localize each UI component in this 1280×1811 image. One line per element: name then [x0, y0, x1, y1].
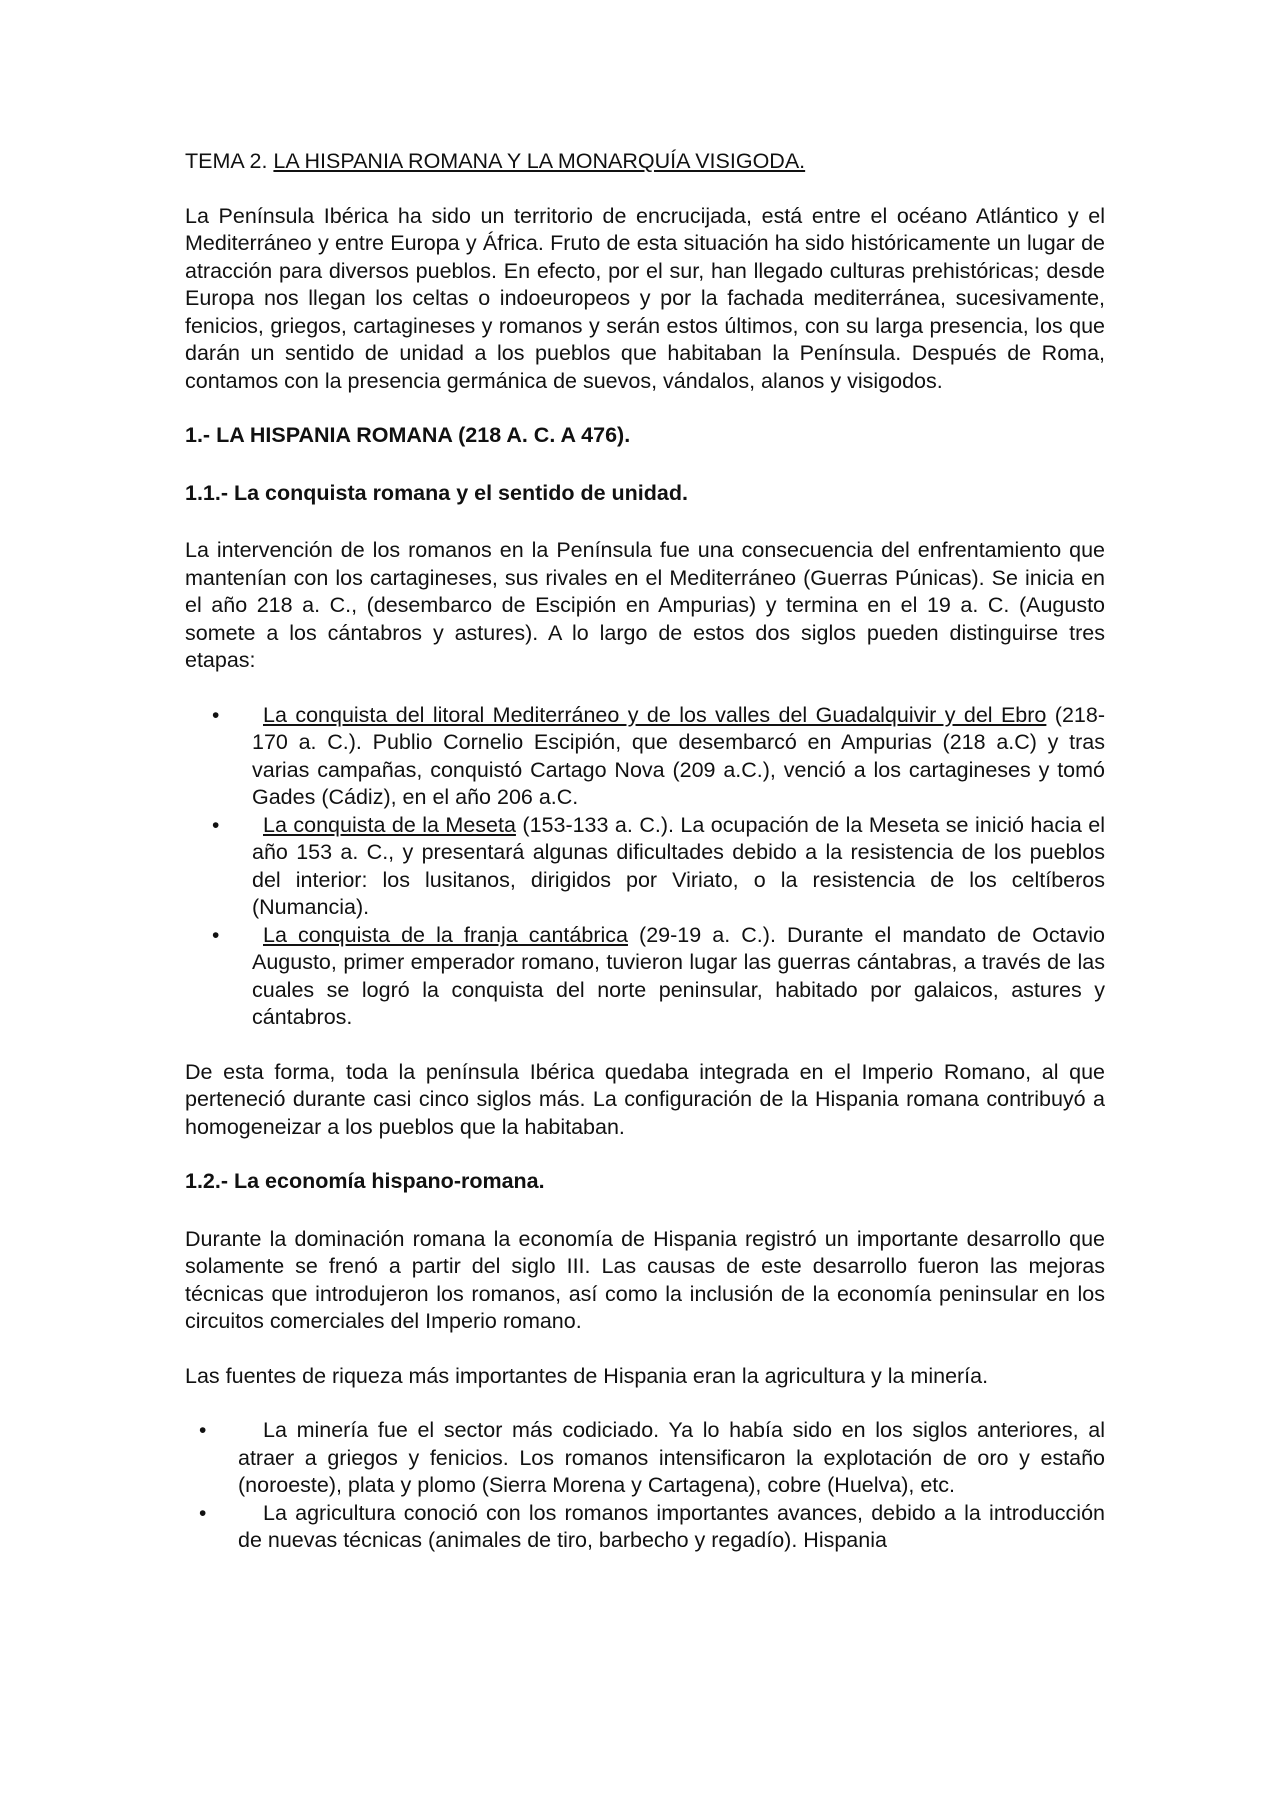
- stage-title: La conquista de la franja cantábrica: [263, 922, 628, 947]
- wealth-sources-paragraph: Las fuentes de riqueza más importantes de Hispania eran la agricultura y la minería.: [185, 1363, 989, 1388]
- list-item: [185, 702, 1105, 812]
- list-item: [185, 922, 1105, 1032]
- list-item: [185, 812, 1105, 922]
- source-text: La agricultura conoció con los romanos importantes avances, debido a la introducción de nuevas técnicas (animales de tiro, barbecho y regadío). Hispania: [238, 1500, 1105, 1552]
- subsection-heading-1-1: 1.1.- La conquista romana y el sentido de unidad.: [185, 480, 688, 505]
- stage-text: (29-19 a. C.). Durante el mandato de Octavio Augusto, primer emperador romano, tuvieron lugar las guerras cántabras, a través de las cuales se logró la conquista del norte peninsular, habitado por galaicos, astures y cántabros.: [252, 922, 1105, 1029]
- stage-title: La conquista de la Meseta: [263, 812, 516, 837]
- source-text: La minería fue el sector más codiciado. Ya lo había sido en los siglos anteriores, al atraer a griegos y fenicios. Los romanos intensificaron la explotación de oro y estaño (noroeste), plata y plomo (Sierra Morena y Cartagena), cobre (Huelva), etc.: [238, 1418, 1105, 1497]
- title-separator: .: [261, 149, 274, 173]
- stage-text: (218-170 a. C.). Publio Cornelio Escipión, que desembarcó en Ampurias (218 a.C) y tras varias campañas, conquistó Cartago Nova (209 a.C.), venció a los cartagineses y tomó Gades (Cádiz), en el año 206 a.C.: [252, 702, 1105, 809]
- stage-text: (153-133 a. C.). La ocupación de la Meseta se inició hacia el año 153 a. C., y presentará algunas dificultades debido a la resistencia de los pueblos del interior: los lusitanos, dirigidos por Viriato, o la resistencia de los celtíberos (Numancia).: [252, 812, 1106, 919]
- conquest-paragraph: La intervención de los romanos en la Península fue una consecuencia del enfrentamiento que mantenían con los cartagineses, sus rivales en el Mediterráneo (Guerras Púnicas). Se inicia en el año 218 a. C., (desembarco de Escipión en Ampurias) y termina en el 19 a. C. (Augusto somete a los cántabros y astures). A lo largo de estos dos siglos pueden distinguirse tres etapas:: [185, 538, 1105, 672]
- economy-paragraph: Durante la dominación romana la economía de Hispania registró un importante desarrollo que solamente se frenó a partir del siglo III. Las causas de este desarrollo fueron las mejoras técnicas que introdujeron los romanos, así como la inclusión de la economía peninsular en los circuitos comerciales del Imperio romano.: [185, 1226, 1105, 1333]
- conclusion-paragraph: De esta forma, toda la península Ibérica quedaba integrada en el Imperio Romano, al que perteneció durante casi cinco siglos más. La configuración de la Hispania romana contribuyó a homogeneizar a los pueblos que la habitaban.: [185, 1059, 1105, 1139]
- wealth-sources-list: [185, 1417, 1105, 1555]
- list-item: [185, 1417, 1105, 1500]
- title-main: LA HISPANIA ROMANA Y LA MONARQUÍA VISIGODA.: [273, 149, 806, 173]
- intro-paragraph: La Península Ibérica ha sido un territorio de encrucijada, está entre el océano Atlántico y el Mediterráneo y entre Europa y África. Fruto de esta situación ha sido históricamente un lugar de atracción para diversos pueblos. En efecto, por el sur, han llegado culturas prehistóricas; desde Europa nos llegan los celtas o indoeuropeos y por la fachada mediterránea, sucesivamente, fenicios, griegos, cartagineses y romanos y serán estos últimos, con su larga presencia, los que darán un sentido de unidad a los pueblos que habitaban la Península. Después de Roma, contamos con la presencia germánica de suevos, vándalos, alanos y visigodos.: [185, 203, 1105, 393]
- list-item: [185, 1500, 1105, 1555]
- bullet-icon: •: [199, 1419, 207, 1442]
- bullet-icon: •: [212, 813, 220, 837]
- title-prefix: TEMA 2: [185, 149, 262, 173]
- section-heading-1: 1.- LA HISPANIA ROMANA (218 A. C. A 476).: [185, 423, 631, 447]
- subsection-heading-1-2: 1.2.- La economía hispano-romana.: [185, 1169, 545, 1193]
- document-page: [185, 148, 1105, 1582]
- bullet-icon: •: [212, 703, 220, 727]
- bullet-icon: •: [212, 923, 220, 947]
- document-title: [185, 148, 1105, 176]
- bullet-icon: •: [199, 1501, 207, 1525]
- stage-title: La conquista del litoral Mediterráneo y de los valles del Guadalquivir y del Ebro: [263, 702, 1047, 727]
- conquest-stages-list: [185, 702, 1105, 1032]
